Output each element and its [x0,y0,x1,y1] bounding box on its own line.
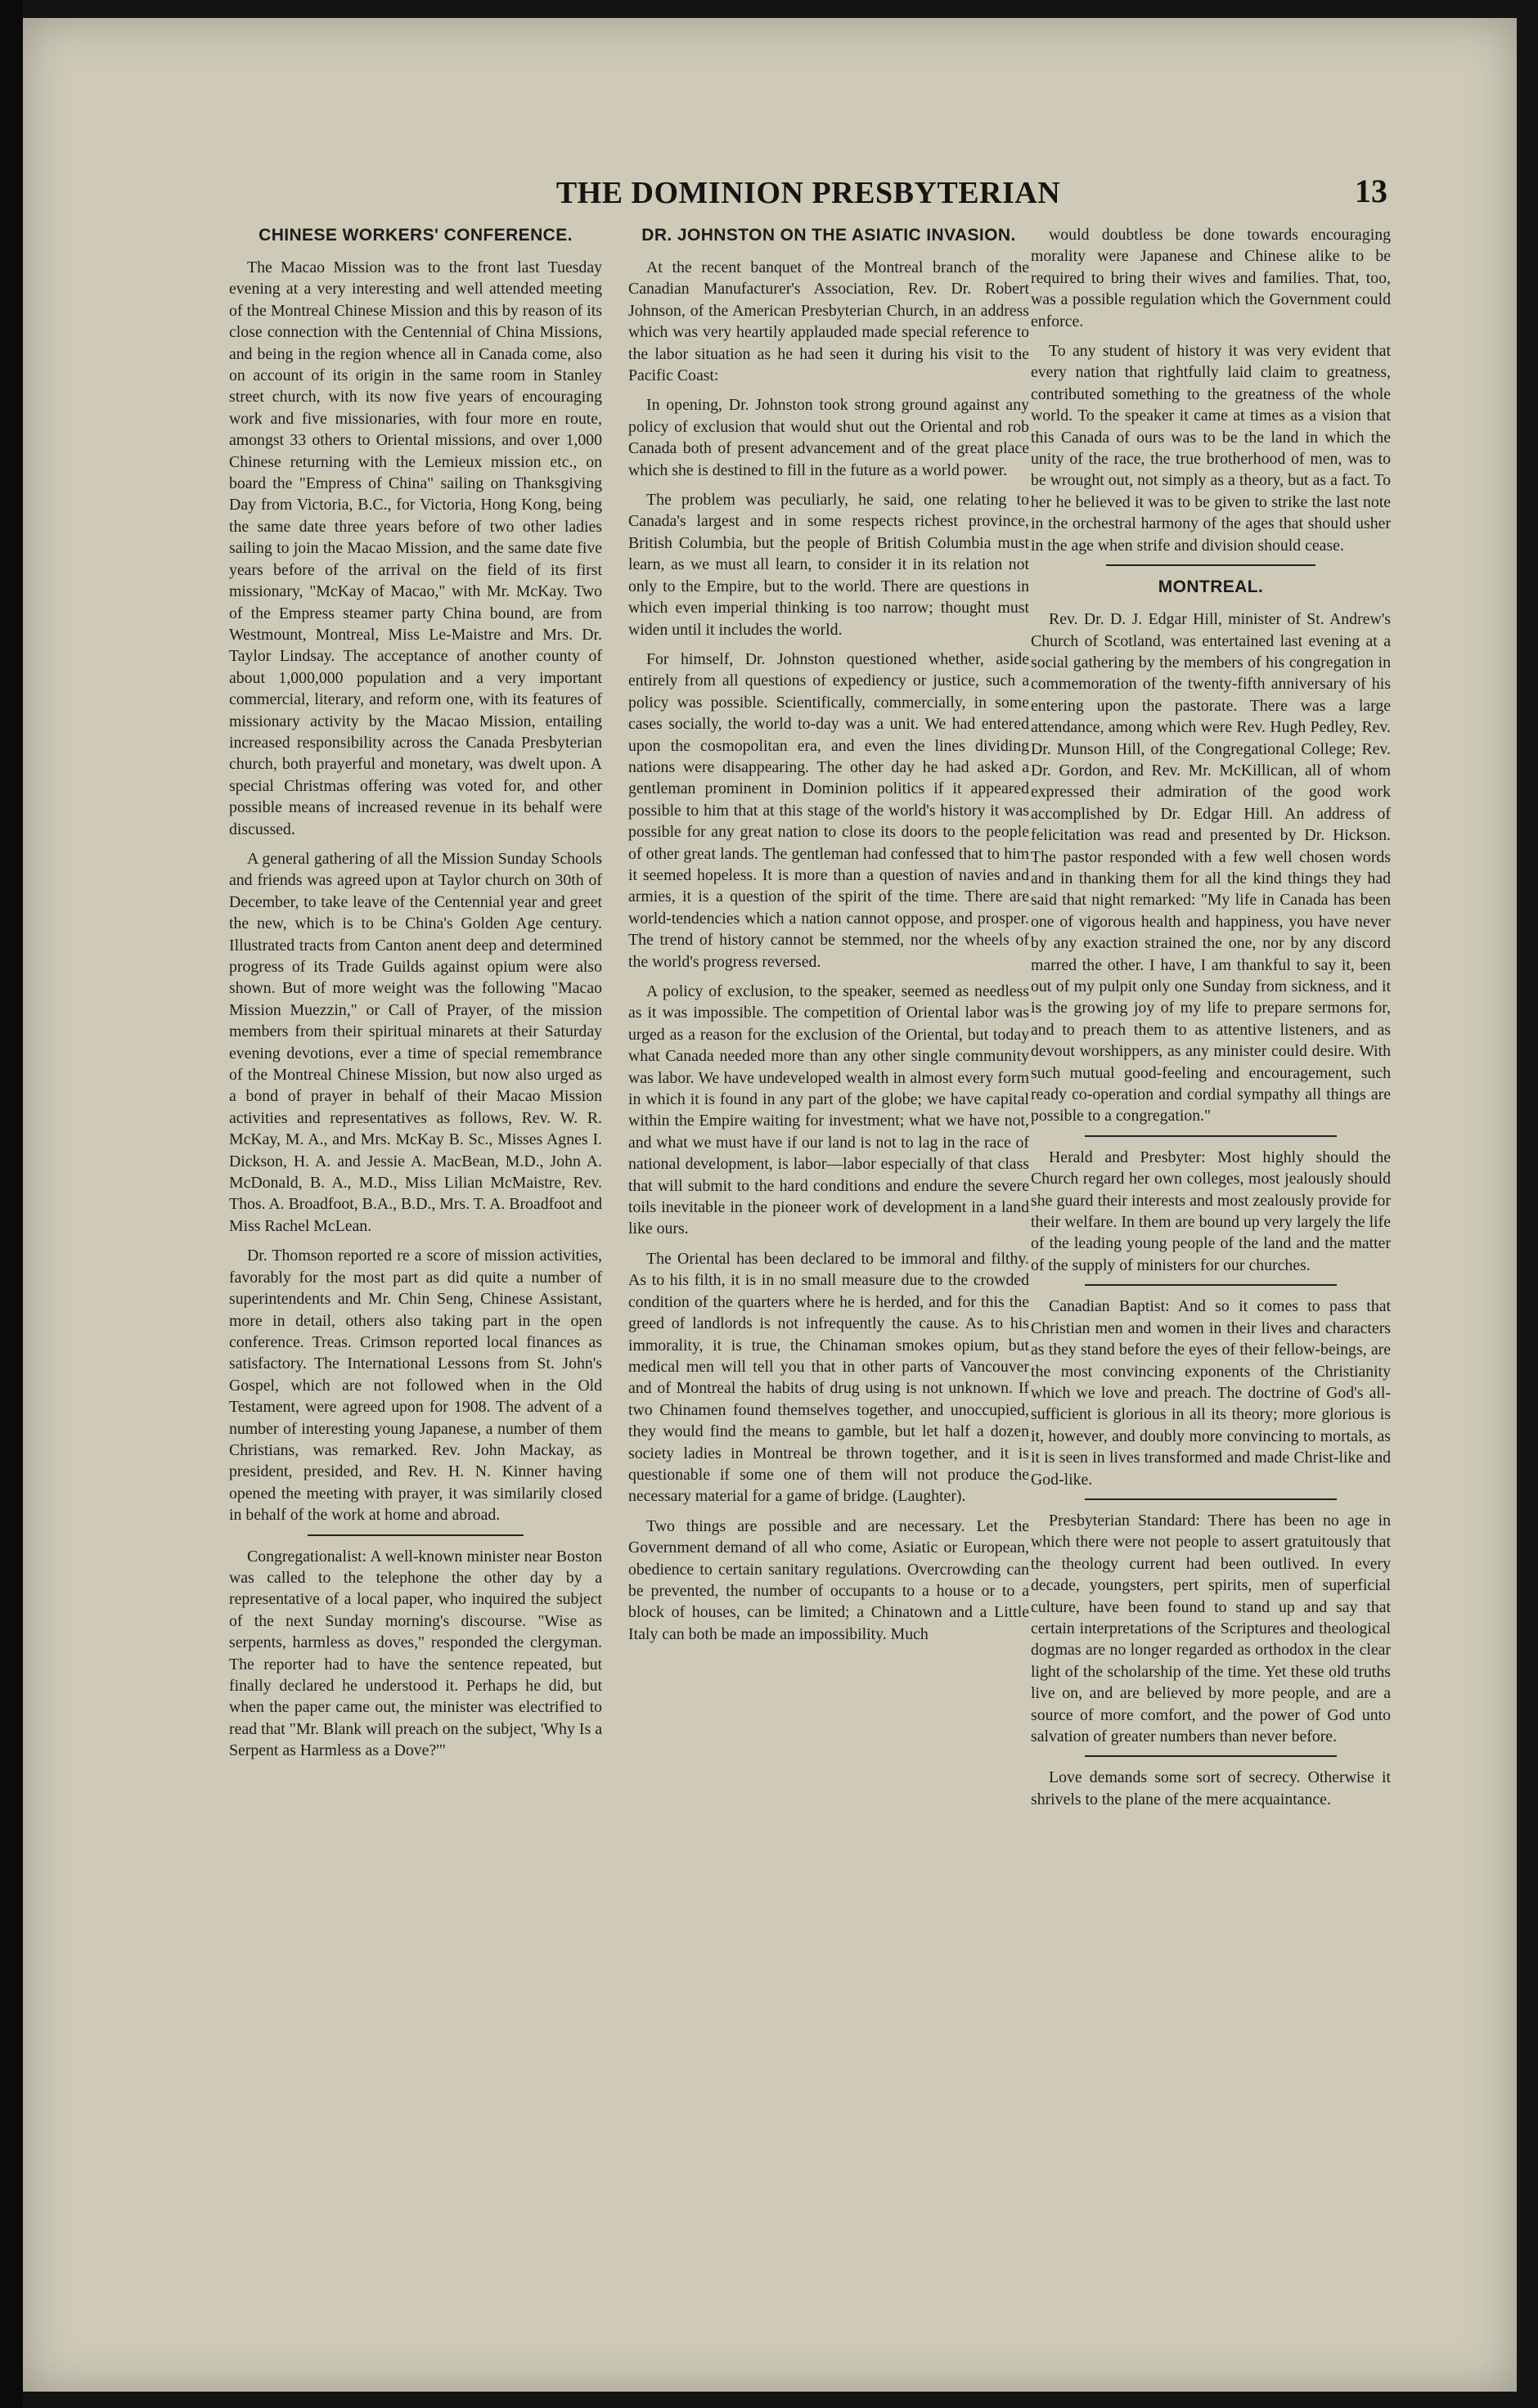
quoted-paragraph-congregationalist: Congregationalist: A well-known minister near Boston was called to the telephone the other day by a representative of a local paper, who inquired the subject of the next Sunday morning's discourse. "Wise as serpents, harmless as doves," responded the clergyman. The reporter had to have the sentence repeated, but finally declared he understood it. Perhaps he did, but when the paper came out, the minister was electrified to read that "Mr. Blank will preach on the subject, 'Why Is a Serpent as Harmless as a Dove?'" [229,1547,602,1760]
section-divider [1085,1135,1337,1137]
article-paragraph: The Macao Mission was to the front last Tuesday evening at a very interesting and well attended meeting of the Montreal Chinese Mission and this by reason of its close connection with the Centennial of China Missions, and being in the region whence all in Canada come, also on account of its origin in the same room in Stanley street church, with its now five years of encouraging work and five missionaries, with four more en route, amongst 33 others to Oriental missions, and over 1,000 Chinese returning with the Lemieux mission etc., on board the "Empress of China" sailing on Thanksgiving Day from Victoria, B.C., for Victoria, Hong Kong, being the same date three years before of two other ladies sailing to join the Macao Mission, and the same date five years before of the arrival on the field of its first missionary, "McKay of Macao," with Mr. McKay. Two of the Empress steamer party China bound, are from Westmount, Montreal, Miss Le-Maistre and Mrs. Dr. Taylor Lindsay. The acceptance of another county of about 1,000,000 population and a very important commercial, literary, and reform one, with its features of missionary activity by the Macao Mission, entailing increased responsibility across the Canada Presbyterian church, both prayerful and monetary, was dwelt upon. A special Christmas offering was voted for, and other possible means of increased revenue in its behalf were discussed. [229,258,602,838]
article-paragraph: In opening, Dr. Johnston took strong ground against any policy of exclusion that would shut out the Oriental and rob Canada both of present advancement and of the great place which she is destined to fill in the future as a world power. [628,396,1029,479]
column-3 [1031,224,1391,1818]
article-paragraph: At the recent banquet of the Montreal branch of the Canadian Manufacturer's Association, Rev. Dr. Robert Johnson, of the American Presbyterian Church, in an address which was very heartily applauded made special reference to the labor situation as he had seen it during his visit to the Pacific Coast: [628,258,1029,385]
quoted-paragraph-canadian-baptist: Canadian Baptist: And so it comes to pass that Christian men and women in their lives and characters as they stand before the eyes of their fellow-beings, are the most convincing exponents of the Christianity which we love and preach. The doctrine of God's all-sufficient is glorious in all its theory; more glorious is it, however, and doubly more convincing to mortals, as it is seen in lives transformed and made Christ-like and God-like. [1031,1297,1391,1489]
publication-title: THE DOMINION PRESBYTERIAN [555,176,1061,210]
article-paragraph: would doubtless be done towards encouraging morality were Japanese and Chinese alike to be required to bring their wives and families. That, too, was a possible regulation which the Government could enforce. [1031,226,1391,330]
column-1 [229,224,602,1770]
article-paragraph: For himself, Dr. Johnston questioned whether, aside entirely from all questions of expediency or justice, such a policy was possible. Scientifically, commercially, in some cases socially, the world to-day was a unit. We had entered upon the cosmopolitan era, and even the lines dividing nations were disappearing. The other day he had asked a gentleman prominent in Dominion politics if it appeared possible to him that at this stage of the world's history it was possible for any great nation to close its doors to the people of other great lands. The gentleman had confessed that to him it seemed hopeless. It is more than a question of navies and armies, it is a question of the spirit of the time. There are world-tendencies which a nation cannot oppose, and prosper. The trend of history cannot be stemmed, nor the wheels of the world's progress reversed. [628,649,1029,971]
quoted-paragraph-herald-presbyter: Herald and Presbyter: Most highly should the Church regard her own colleges, most jealously should she guard their interests and most zealously provide for their welfare. In them are bound up very largely the life of the leading young people of the land and the matter of the supply of ministers for our churches. [1031,1148,1391,1274]
section-divider [1106,564,1315,566]
page-number: 13 [1355,173,1387,209]
newspaper-page [23,18,1517,2392]
article-paragraph: Dr. Thomson reported re a score of mission activities, favorably for the most part as did quite a number of superintendents and Mr. Chin Seng, Chinese Assistant, more in detail, others also taking part in the open conference. Treas. Crimson reported local finances as satisfactory. The International Lessons from St. John's Gospel, which are not followed when in the Old Testament, were agreed upon for 1908. The advent of a number of interesting young Japanese, a number of them Christians, was remarked. Rev. John Mackay, as president, presided, and Rev. H. N. Kinner having opened the meeting with prayer, it was similarily closed in behalf of the work at home and abroad. [229,1247,602,1525]
article-paragraph: A general gathering of all the Mission Sunday Schools and friends was agreed upon at Taylor church on 30th of December, to take leave of the Centennial year and greet the new, which is to be China's Golden Age century. Illustrated tracts from Canton anent deep and determined progress of its Trade Guilds against opium were also shown. But of more weight was the following "Macao Mission Muezzin," or Call of Prayer, of the mission members from their spiritual minarets at their Saturday evening devotions, ever a time of special remembrance of the Montreal Chinese Mission, but now also urged as a bond of prayer in behalf of their Macao Mission activities and representatives as follows, Rev. W. R. McKay, M. A., and Mrs. McKay B. Sc., Misses Agnes I. Dickson, H. A. and Jessie A. MacBean, M.D., John A. McDonald, B. A., M.D., Miss Lilian McMaistre, Rev. Thos. A. Broadfoot, B.A., B.D., Mrs. T. A. Broadfoot and Miss Rachel McLean. [229,849,602,1235]
quoted-paragraph-presbyterian-standard: Presbyterian Standard: There has been no age in which there were not people to assert gratuitously that the theology current had been outlived. In every decade, youngsters, pert spirits, men of superficial culture, have been found to stand up and say that certain interpretations of the Scriptures and theological dogmas are no longer regarded as orthodox in the clear light of the scholarship of the time. Yet these old truths live on, and are believed by more people, and are a source of more comfort, and the power of God unto salvation of greater numbers than never before. [1031,1511,1391,1745]
section-divider [1085,1284,1337,1286]
article-paragraph: The problem was peculiarly, he said, one relating to Canada's largest and in some respects richest province, British Columbia, but the people of British Columbia must learn, as we must all learn, to consider it in its relation not only to the Empire, but to the world. There are questions in which even imperial thinking is too narrow; thought must widen until it includes the world. [628,491,1029,639]
column-2 [628,224,1029,1653]
article-heading-chinese-workers: CHINESE WORKERS' CONFERENCE. [259,226,573,245]
article-paragraph: Two things are possible and are necessary. Let the Government demand of all who come, Asiatic or European, obedience to certain sanitary regulations. Overcrowding can be prevented, the number of occupants to a house or to a block of houses, can be limited; a Chinatown and a Little Italy can both be made an impossibility. Much [628,1516,1029,1643]
section-divider [308,1534,524,1536]
article-paragraph: Rev. Dr. D. J. Edgar Hill, minister of St. Andrew's Church of Scotland, was entertained last evening at a social gathering by the members of his congregation in commemoration of the twenty-fifth anniversary of his entering upon the pastorate. There was a large attendance, among which were Rev. Hugh Pedley, Rev. Dr. Munson Hill, of the Congregational College; Rev. Dr. Gordon, and Rev. Mr. McKillican, all of whom expressed their admiration of the good work accomplished by Dr. Edgar Hill. An address of felicitation was read and presented by Dr. Hickson. The pastor responded with a few well chosen words and in thanking them for all the kind things they had said that night remarked: "My life in Canada has been one of vigorous health and happiness, you have never by any exaction strained the one, nor by any discord marred the other. I have, I am thankful to say it, been out of my pulpit only one Sunday from sickness, and it is the growing joy of my life to prepare sermons for, and to preach them to as attentive listeners, and as devout worshippers, as any minister could desire. With such mutual good-feeling and encouragement, such ready co-operation and cordial sympathy all things are possible to a congregation." [1031,610,1391,1125]
article-paragraph: To any student of history it was very evident that every nation that rightfully laid claim to greatness, contributed something to the greatness of the whole world. To the speaker it came at times as a vision that this Canada of ours was to be the land in which the unity of the race, the true brotherhood of men, was to be wrought out, not simply as a theory, but as a fact. To her he believed it was to be given to strike the last note in the orchestral harmony of the ages that should usher in the age when strife and division should cease. [1031,342,1391,555]
article-paragraph: A policy of exclusion, to the speaker, seemed as needless as it was impossible. The competition of Oriental labor was urged as a reason for the exclusion of the Oriental, but today what Canada needed more than any other single community was labor. We have undeveloped wealth in almost every form in which it is found in any part of the globe; we have capital within the Empire waiting for investment; what we have not, and what we must have if our land is not to lag in the race of national development, is labor—labor especially of that class that will submit to the hard conditions and endure the severe toils inevitable in the pioneer work of development in a land like ours. [628,982,1029,1238]
article-heading-johnston: DR. JOHNSTON ON THE ASIATIC INVASION. [641,226,1016,245]
page-binding-edge [0,0,23,2408]
article-heading-montreal: MONTREAL. [1158,577,1264,597]
closing-aphorism: Love demands some sort of secrecy. Otherwise it shrivels to the plane of the mere acquaintance. [1031,1768,1391,1808]
section-divider [1085,1498,1337,1500]
section-divider [1085,1755,1337,1757]
masthead [546,175,1070,221]
article-paragraph: The Oriental has been declared to be immoral and filthy. As to his filth, it is in no small measure due to the crowded condition of the quarters where he is herded, and for this the greed of landlords is not infrequently the cause. As to his immorality, it is true, the Chinaman smokes opium, but medical men will tell you that in other parts of Vancouver and of Montreal the habits of drug using is not unknown. If two Chinamen found themselves together, and unoccupied, they would find the means to gamble, but let half a dozen society ladies in Montreal be thrown together, and it is questionable if some one of them will not produce the necessary material for a game of bridge. (Laughter). [628,1249,1029,1506]
